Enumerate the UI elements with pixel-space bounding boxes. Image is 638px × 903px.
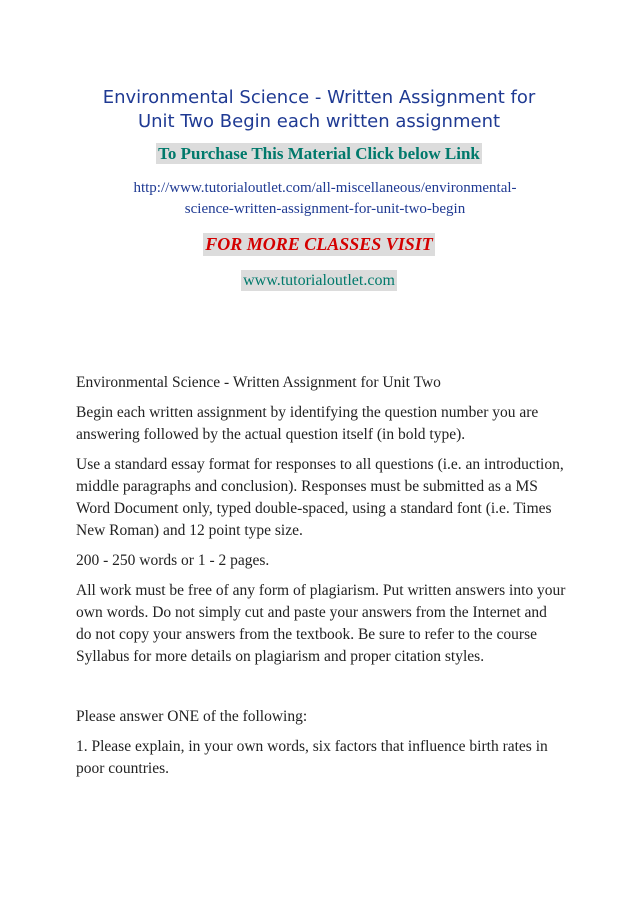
purchase-link-label[interactable]: To Purchase This Material Click below Link xyxy=(158,144,480,163)
title-line-1: Environmental Science - Written Assignment for xyxy=(102,87,536,108)
product-url-line-1[interactable]: http://www.tutorialoutlet.com/all-miscellaneous/environmental- xyxy=(133,180,517,196)
body-paragraph-question-1: 1. Please explain, in your own words, six factors that influence birth rates in poor countries. xyxy=(76,738,548,777)
body-paragraph-length: 200 - 250 words or 1 - 2 pages. xyxy=(76,552,270,569)
more-classes-row xyxy=(0,233,638,256)
more-classes-banner: FOR MORE CLASSES VISIT xyxy=(205,234,433,254)
body-paragraph-prompt: Please answer ONE of the following: xyxy=(76,708,308,725)
purchase-row xyxy=(0,143,638,164)
body-paragraph-instructions: Begin each written assignment by identifying the question number you are answering followed by the actual question itself (in bold type). xyxy=(76,404,539,443)
product-url-line-2[interactable]: science-written-assignment-for-unit-two-begin xyxy=(184,201,466,217)
product-url[interactable] xyxy=(90,178,560,220)
body-paragraph-plagiarism: All work must be free of any form of plagiarism. Put written answers into your own words. Do not simply cut and paste your answers from the Internet and do not copy your answers from the textbook. Be sure to refer to the course Syllabus for more details on plagiarism and proper citation styles. xyxy=(76,582,566,665)
site-link[interactable]: www.tutorialoutlet.com xyxy=(243,272,395,289)
title-line-2: Unit Two Begin each written assignment xyxy=(137,111,501,132)
site-row xyxy=(0,270,638,291)
assignment-body xyxy=(76,372,566,788)
body-paragraph-heading: Environmental Science - Written Assignment for Unit Two xyxy=(76,374,441,391)
document-title xyxy=(60,86,578,134)
body-paragraph-format: Use a standard essay format for responses to all questions (i.e. an introduction, middle paragraphs and conclusion). Responses must be submitted as a MS Word Document only, typed double-spaced, using a standard font (i.e. Times New Roman) and 12 point type size. xyxy=(76,456,564,539)
